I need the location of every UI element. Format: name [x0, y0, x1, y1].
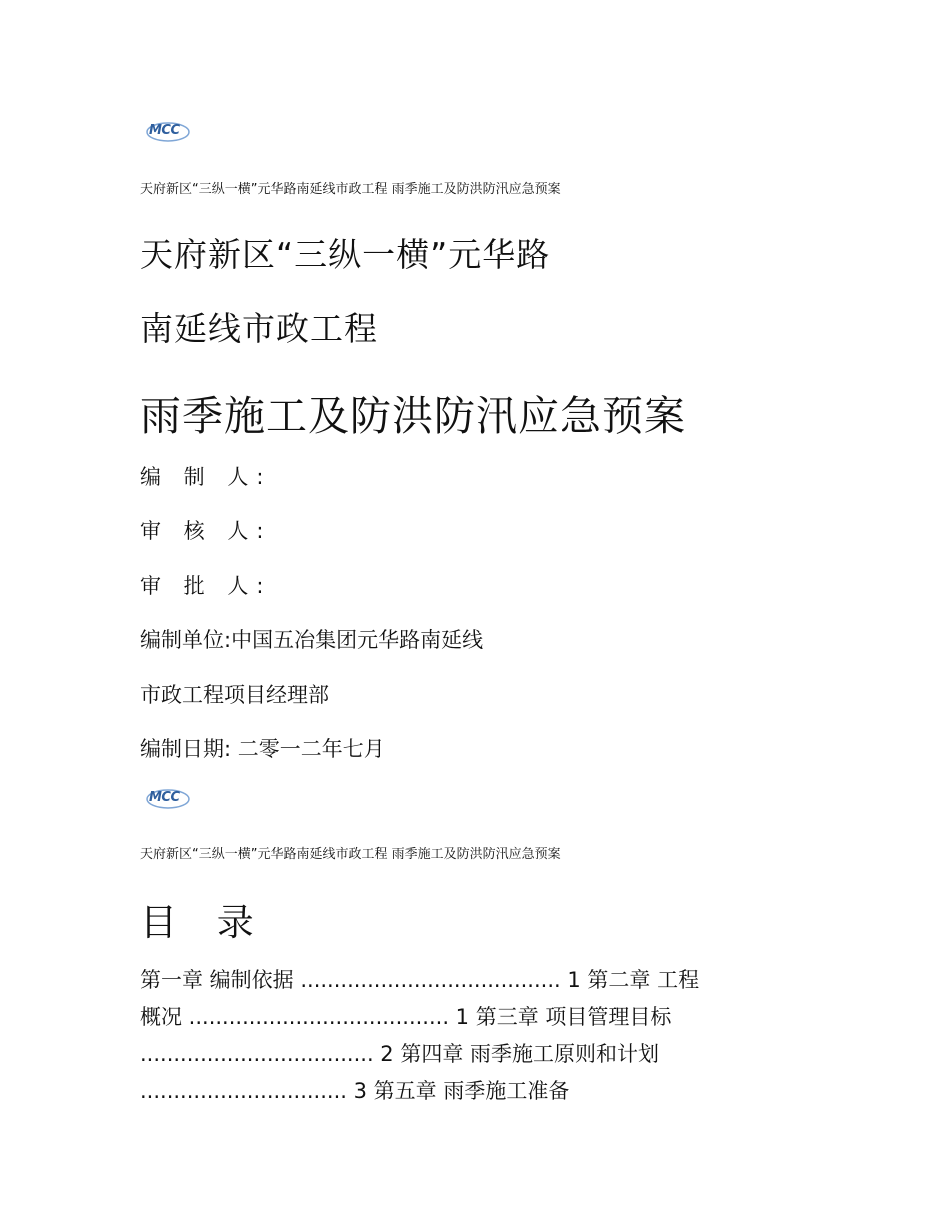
title-line-2: 南延线市政工程	[140, 309, 378, 348]
mcc-logo-text: MCC	[149, 790, 180, 805]
toc-line: 第一章 编制依据 ....................................... 1 第二章 工程	[140, 968, 700, 992]
toc-line: 概况 ....................................... 1 第三章 项目管理目标	[140, 1005, 672, 1029]
mcc-logo-2	[146, 788, 190, 808]
page-header: 天府新区“三纵一横”元华路南延线市政工程 雨季施工及防洪防汛应急预案	[140, 182, 561, 197]
reviewer-label: 审 核 人:	[140, 519, 272, 543]
approver-label: 审 批 人:	[140, 574, 272, 598]
toc-line: ............................... 3 第五章 雨季施工准备	[140, 1079, 570, 1103]
date-line: 编制日期: 二零一二年七月	[140, 737, 385, 761]
title-line-3: 雨季施工及防洪防汛应急预案	[140, 392, 686, 440]
title-line-1: 天府新区“三纵一横”元华路	[140, 235, 551, 274]
compiler-label: 编 制 人:	[140, 465, 272, 489]
mcc-logo	[146, 121, 190, 141]
toc-line: ................................... 2 第四章 雨季施工原则和计划	[140, 1042, 660, 1066]
mcc-logo-text: MCC	[149, 123, 180, 138]
page-header-2: 天府新区“三纵一横”元华路南延线市政工程 雨季施工及防洪防汛应急预案	[140, 847, 561, 862]
unit-line-1: 编制单位:中国五冶集团元华路南延线	[140, 628, 484, 652]
unit-line-2: 市政工程项目经理部	[140, 683, 329, 707]
toc-title: 目 录	[140, 901, 268, 944]
